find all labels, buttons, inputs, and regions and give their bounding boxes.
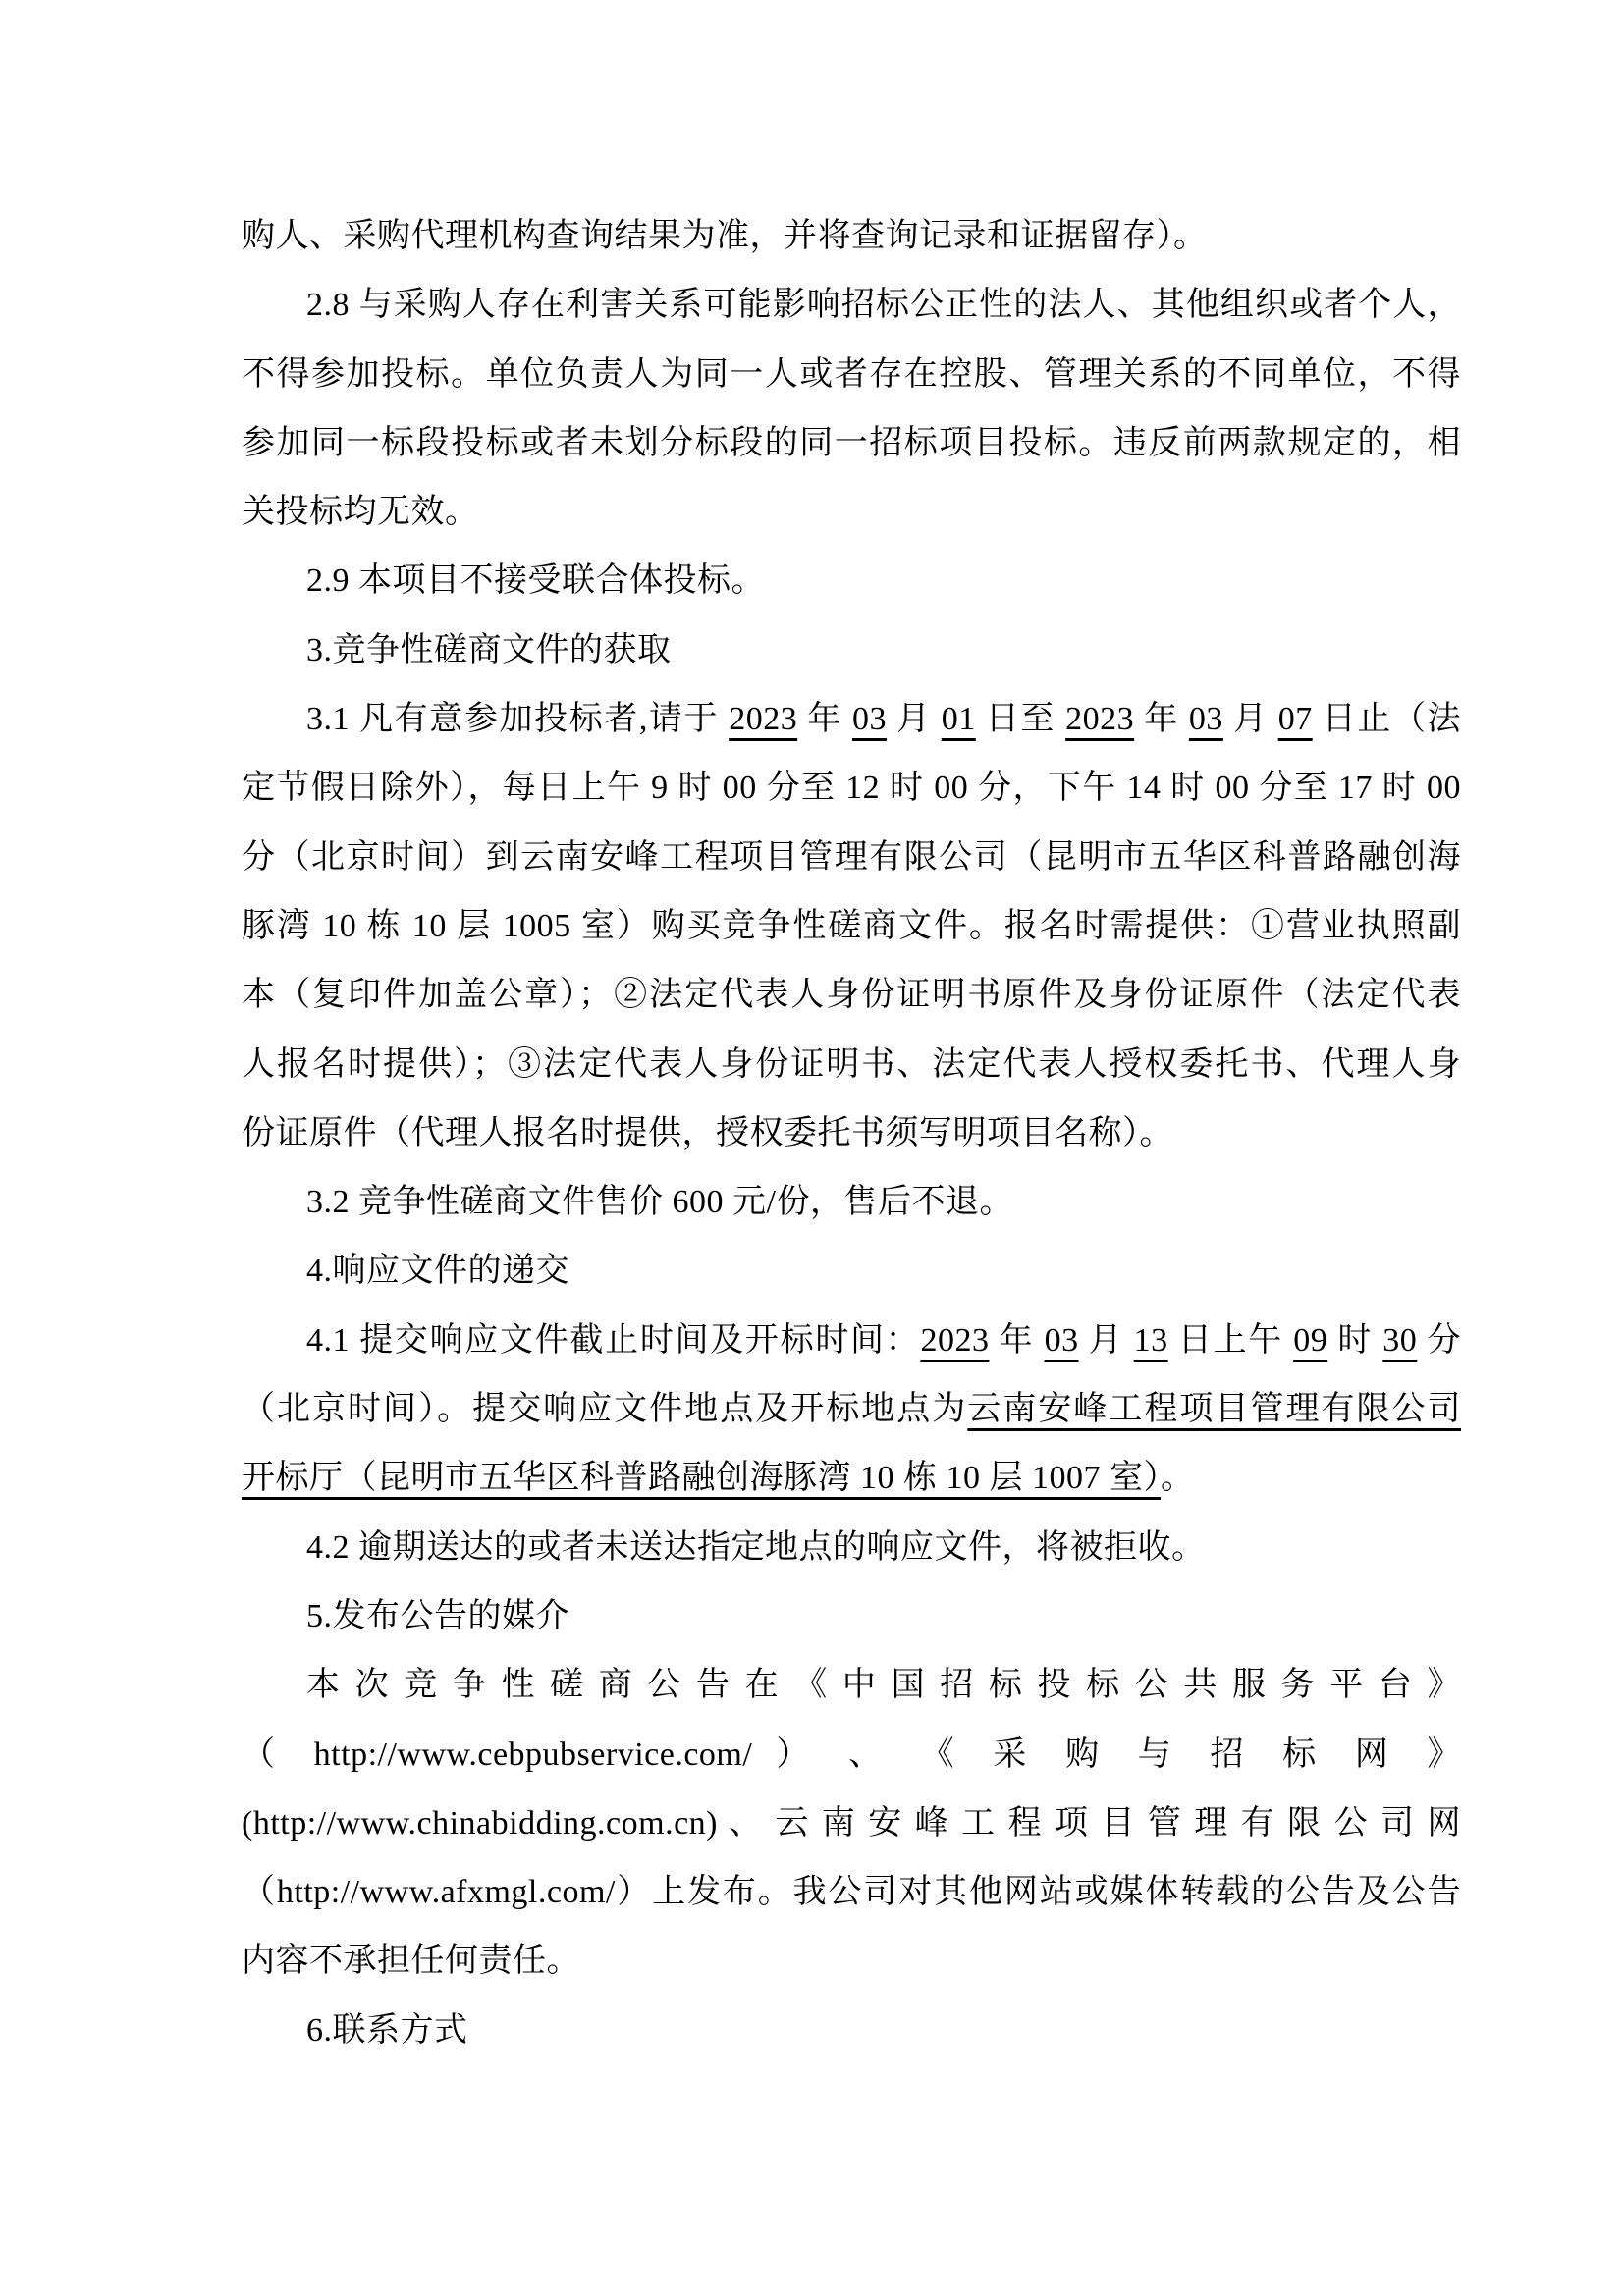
text-line bbox=[242, 1858, 1461, 1927]
underlined-text: 09 bbox=[1293, 1321, 1328, 1359]
text-line bbox=[242, 202, 1461, 271]
text-segment: 月 bbox=[1078, 1321, 1134, 1359]
text-segment: 4.2 逾期送达的或者未送达指定地点的响应文件，将被拒收。 bbox=[306, 1528, 1206, 1566]
underlined-text: 07 bbox=[1277, 701, 1313, 738]
text-segment: 日至 bbox=[975, 701, 1066, 738]
text-line bbox=[242, 341, 1461, 409]
text-segment: 4.响应文件的递交 bbox=[306, 1253, 569, 1290]
text-line bbox=[242, 1031, 1461, 1099]
text-line bbox=[242, 271, 1461, 340]
underlined-text: 开标厅（昆明市五华区科普路融创海豚湾 10 栋 10 层 1007 室） bbox=[242, 1460, 1161, 1497]
underlined-text: 2023 bbox=[729, 701, 798, 738]
text-line bbox=[242, 1168, 1461, 1237]
text-line bbox=[242, 961, 1461, 1030]
text-line bbox=[242, 685, 1461, 754]
text-segment: 份证原件（代理人报名时提供，授权委托书须写明项目名称）。 bbox=[242, 1114, 1173, 1151]
document-body bbox=[242, 202, 1461, 2065]
underlined-text: 01 bbox=[941, 701, 976, 738]
text-segment: （http://www.afxmgl.com/）上发布。我公司对其他网站或媒体转载的公告及公告 bbox=[242, 1874, 1461, 1911]
text-line bbox=[242, 1375, 1461, 1444]
text-segment: 5.发布公告的媒介 bbox=[306, 1597, 569, 1634]
text-line bbox=[242, 1444, 1461, 1513]
text-segment: 4.1 提交响应文件截止时间及开标时间： bbox=[306, 1321, 921, 1359]
text-segment: （ http://www.cebpubservice.com/ ） 、 《 采 购 与 招 标 网 》 bbox=[242, 1735, 1461, 1773]
underlined-text: 30 bbox=[1382, 1321, 1418, 1359]
text-segment: 日上午 bbox=[1167, 1321, 1294, 1359]
text-segment: 月 bbox=[886, 701, 942, 738]
underlined-text: 03 bbox=[1044, 1321, 1079, 1359]
underlined-text: 03 bbox=[851, 701, 887, 738]
underlined-text: 2023 bbox=[920, 1321, 990, 1359]
text-segment: 分（北京时间）到云南安峰工程项目管理有限公司（昆明市五华区科普路融创海 bbox=[242, 838, 1461, 876]
underlined-text: 03 bbox=[1188, 701, 1223, 738]
text-segment: 3.1 凡有意参加投标者,请于 bbox=[306, 701, 730, 738]
text-line bbox=[242, 1789, 1461, 1858]
text-segment: 定节假日除外），每日上午 9 时 00 分至 12 时 00 分，下午 14 时 00 分至 17 时 00 bbox=[242, 770, 1461, 807]
text-segment: 内容不承担任何责任。 bbox=[242, 1943, 580, 1980]
text-line bbox=[242, 1582, 1461, 1651]
text-segment: 豚湾 10 栋 10 层 1005 室）购买竞争性磋商文件。报名时需提供：①营业执照副 bbox=[242, 907, 1461, 944]
text-segment: 年 bbox=[989, 1321, 1045, 1359]
text-segment: 本（复印件加盖公章）；②法定代表人身份证明书原件及身份证原件（法定代表 bbox=[242, 977, 1461, 1014]
text-segment: 3.2 竞争性磋商文件售价 600 元/份，售后不退。 bbox=[306, 1184, 1013, 1221]
underlined-text: 13 bbox=[1133, 1321, 1168, 1359]
text-line bbox=[242, 547, 1461, 615]
text-line bbox=[242, 1307, 1461, 1375]
text-segment: 日止（法 bbox=[1312, 701, 1462, 738]
text-segment: 不得参加投标。单位负责人为同一人或者存在控股、管理关系的不同单位，不得 bbox=[242, 355, 1461, 393]
text-line bbox=[242, 1927, 1461, 1996]
text-segment: 人报名时提供）；③法定代表人身份证明书、法定代表人授权委托书、代理人身 bbox=[242, 1045, 1461, 1083]
text-segment: 6.联系方式 bbox=[306, 2011, 468, 2049]
underlined-text: 云南安峰工程项目管理有限公司 bbox=[967, 1391, 1462, 1428]
text-segment: 关投标均无效。 bbox=[242, 494, 479, 531]
text-segment: 月 bbox=[1222, 701, 1278, 738]
text-line bbox=[242, 478, 1461, 547]
underlined-text: 2023 bbox=[1065, 701, 1135, 738]
text-line bbox=[242, 824, 1461, 892]
text-segment: 时 bbox=[1327, 1321, 1383, 1359]
text-segment: 购人、采购代理机构查询结果为准，并将查询记录和证据留存）。 bbox=[242, 218, 1208, 254]
text-segment: 分 bbox=[1417, 1321, 1461, 1359]
text-line bbox=[242, 754, 1461, 823]
text-segment: 参加同一标段投标或者未划分标段的同一招标项目投标。违反前两款规定的，相 bbox=[242, 424, 1461, 461]
text-segment: 年 bbox=[797, 701, 852, 738]
text-segment: （北京时间）。提交响应文件地点及开标地点为 bbox=[242, 1391, 968, 1428]
text-segment: 年 bbox=[1134, 701, 1189, 738]
text-segment: 2.9 本项目不接受联合体投标。 bbox=[306, 562, 765, 600]
text-segment: 3.竞争性磋商文件的获取 bbox=[306, 631, 672, 668]
text-line bbox=[242, 1721, 1461, 1789]
text-line bbox=[242, 1237, 1461, 1306]
text-segment: 。 bbox=[1161, 1460, 1195, 1497]
text-segment: 本 次 竞 争 性 磋 商 公 告 在 《 中 国 招 标 投 标 公 共 服 务 平 台 》 bbox=[306, 1667, 1461, 1704]
text-line bbox=[242, 409, 1461, 478]
text-line bbox=[242, 1997, 1461, 2065]
text-line bbox=[242, 1099, 1461, 1168]
text-segment: (http://www.chinabidding.com.cn) 、 云 南 安 峰 工 程 项 目 管 理 有 限 公 司 网 bbox=[242, 1804, 1461, 1842]
text-line bbox=[242, 892, 1461, 961]
text-line bbox=[242, 1651, 1461, 1720]
text-line bbox=[242, 616, 1461, 685]
text-segment: 2.8 与采购人存在利害关系可能影响招标公正性的法人、其他组织或者个人， bbox=[306, 287, 1461, 324]
text-line bbox=[242, 1514, 1461, 1582]
